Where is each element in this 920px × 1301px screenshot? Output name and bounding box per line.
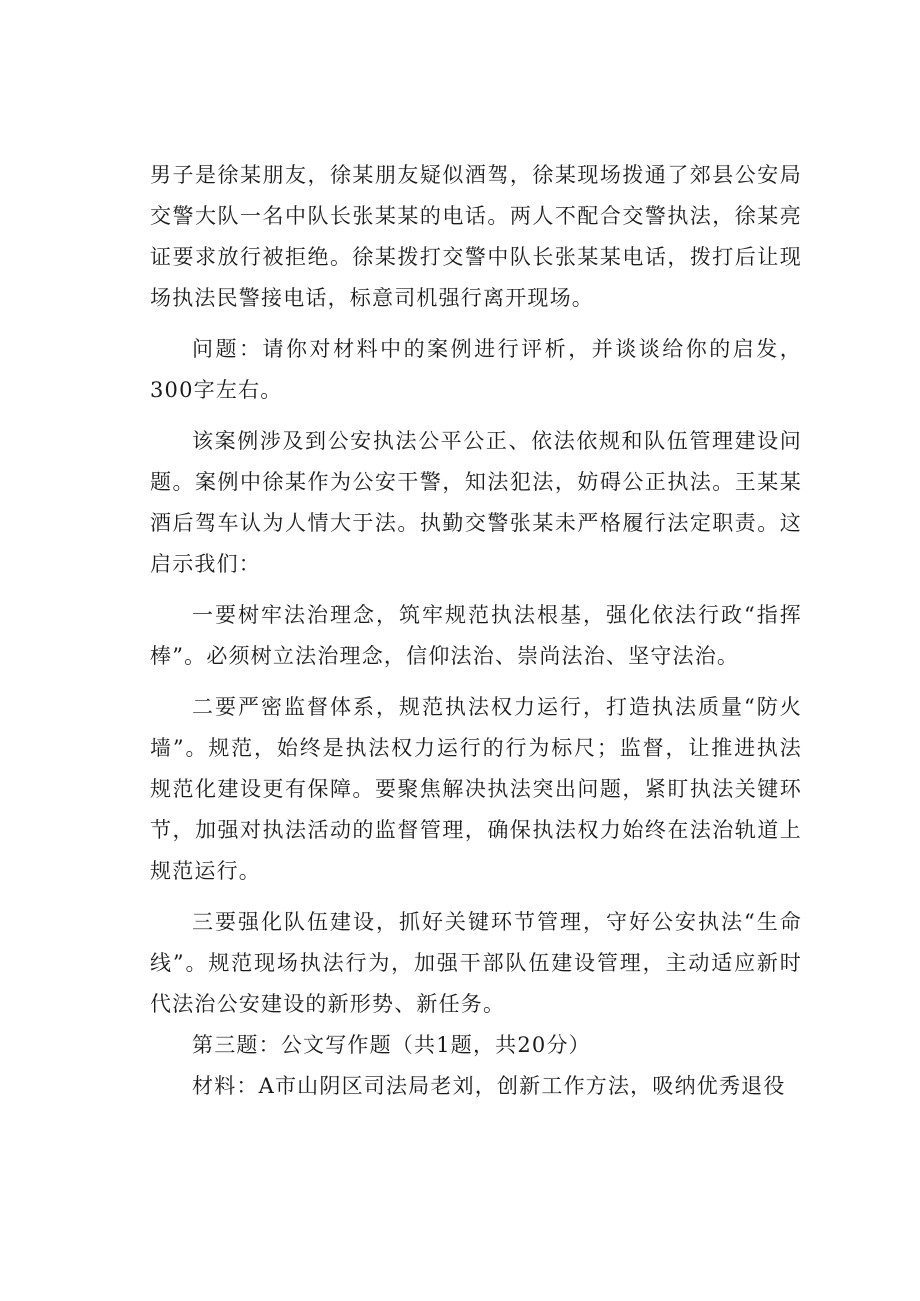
section-three-heading: 第三题：公文写作题（共1题，共20分） [192,1033,591,1057]
case-narrative-paragraph: 男子是徐某朋友，徐某朋友疑似酒驾，徐某现场拨通了郊县公安局交警大队一名中队长张某某的电话。两人不配合交警执法，徐某亮证要求放行被拒绝。徐某拨打交警中队长张某某电话，拨打后让现场执法民警接电话，标意司机强行离开现场。 [150,163,802,310]
point-three-paragraph: 三要强化队伍建设，抓好关键环节管理，守好公安执法“生命线”。规范现场执法行为，加强干部队伍建设管理，主动适应新时代法治公安建设的新形势、新任务。 [150,910,802,1016]
document-page [150,155,802,1107]
point-two-paragraph: 二要严密监督体系，规范执法权力运行，打造执法质量“防火墙”。规范，始终是执法权力运行的行为标尺；监督，让推进执法规范化建设更有保障。要聚焦解决执法突出问题，紧盯执法关键环节，加强对执法活动的监督管理，确保执法权力始终在法治轨道上规范运行。 [150,695,802,883]
point-one-paragraph: 一要树牢法治理念，筑牢规范执法根基，强化依法行政“指挥棒”。必须树立法治理念，信仰法治、崇尚法治、坚守法治。 [150,603,802,668]
case-analysis-paragraph: 该案例涉及到公安执法公平公正、依法依规和队伍管理建设问题。案例中徐某作为公安干警，知法犯法，妨碍公正执法。王某某酒后驾车认为人情大于法。执勤交警张某未严格履行法定职责。这启示我们： [150,429,802,576]
question-paragraph: 问题：请你对材料中的案例进行评析，并谈谈给你的启发，300字左右。 [150,337,802,402]
material-paragraph: 材料：A市山阴区司法局老刘，创新工作方法，吸纳优秀退役 [192,1074,786,1098]
